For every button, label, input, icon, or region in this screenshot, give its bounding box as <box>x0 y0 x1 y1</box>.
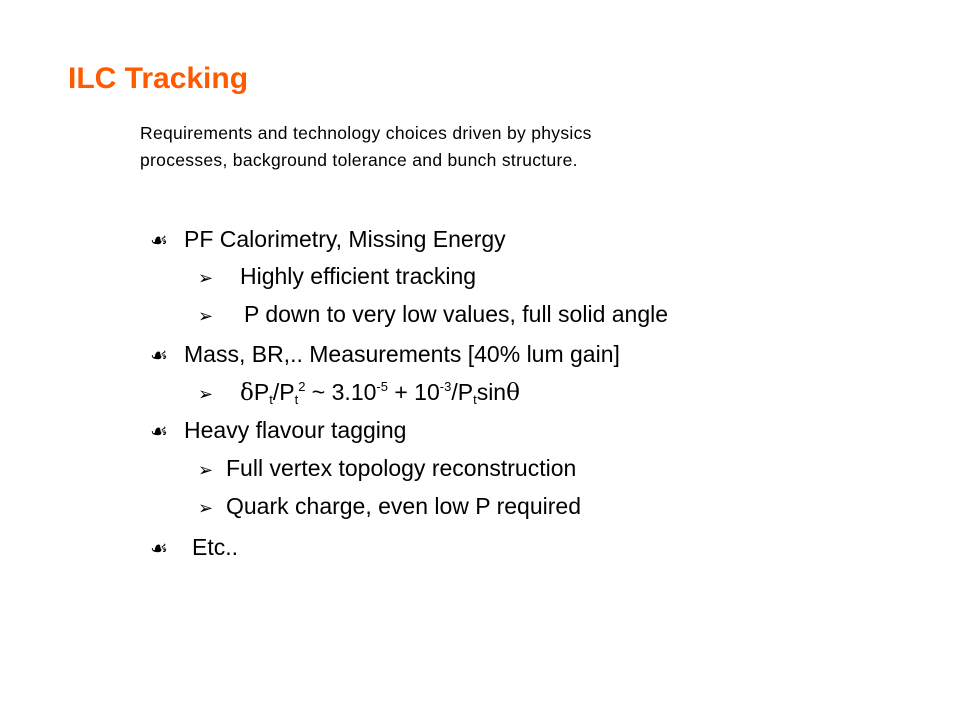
bullet-etc <box>150 532 238 563</box>
subbullet-efficient-tracking <box>198 261 476 294</box>
bullet-heavy-flavour <box>150 415 406 446</box>
subbullet-p-low-values <box>198 299 668 332</box>
subbullet-text: P down to very low values, full solid angle <box>244 301 669 327</box>
bullet-text: Heavy flavour tagging <box>184 417 407 443</box>
subtitle-line-2: processes, background tolerance and bunch structure. <box>140 150 578 170</box>
leaf-bullet-icon: ☙ <box>150 536 168 560</box>
leaf-bullet-icon: ☙ <box>150 419 168 443</box>
bullet-pf-calorimetry <box>150 224 506 255</box>
subbullet-text: Quark charge, even low P required <box>226 493 581 519</box>
subbullet-momentum-resolution <box>198 377 520 410</box>
leaf-bullet-icon: ☙ <box>150 343 168 367</box>
resolution-formula: $\delta P_t/P_t^2$ ~ $3.10^{-5} + 10^{-3}/P_t\sin\theta$ <box>240 379 520 407</box>
arrow-bullet-icon: ➢ <box>198 306 214 327</box>
bullet-mass-br <box>150 339 620 370</box>
arrow-bullet-icon: ➢ <box>198 460 214 481</box>
arrow-bullet-icon: ➢ <box>198 384 214 405</box>
subtitle-line-1: Requirements and technology choices driven by physics <box>140 123 592 143</box>
arrow-bullet-icon: ➢ <box>198 498 214 519</box>
subbullet-text: Highly efficient tracking <box>240 263 477 289</box>
arrow-bullet-icon: ➢ <box>198 268 214 289</box>
bullet-text: Etc.. <box>192 534 239 560</box>
subbullet-quark-charge <box>198 491 581 524</box>
slide-title: ILC Tracking <box>68 62 249 95</box>
leaf-bullet-icon: ☙ <box>150 228 168 252</box>
subbullet-vertex-topology <box>198 453 576 486</box>
bullet-text: PF Calorimetry, Missing Energy <box>184 226 506 252</box>
bullet-text: Mass, BR,.. Measurements [40% lum gain] <box>184 341 620 367</box>
subbullet-text: Full vertex topology reconstruction <box>226 455 577 481</box>
slide-subtitle <box>140 120 780 174</box>
